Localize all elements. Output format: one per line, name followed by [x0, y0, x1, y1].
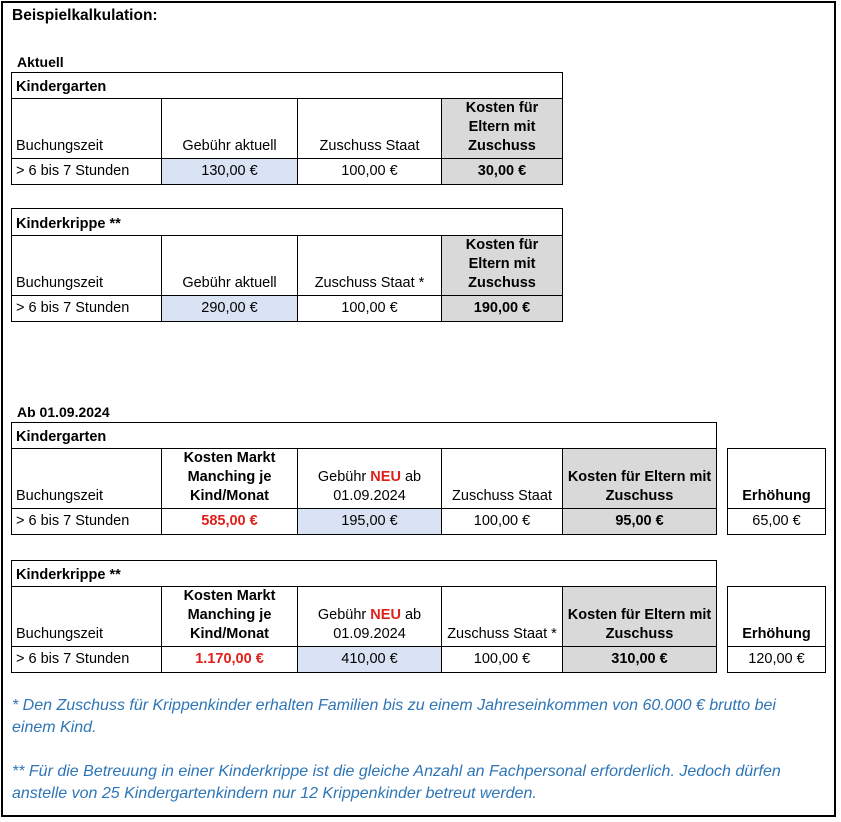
header-market-cost: Kosten Markt Manching je Kind/Monat [162, 449, 298, 509]
header-subsidy: Zuschuss Staat [442, 449, 563, 509]
header-fee-current: Gebühr aktuell [162, 236, 298, 296]
section-label-current: Aktuell [17, 54, 64, 70]
cell-booking-time: > 6 bis 7 Stunden [12, 296, 162, 322]
header-booking-time: Buchungszeit [12, 449, 162, 509]
header-parent-cost: Kosten für Eltern mit Zuschuss [563, 449, 717, 509]
table-title: Kindergarten [12, 73, 563, 99]
table-current-krippe [11, 208, 563, 322]
cell-increase: 65,00 € [728, 509, 826, 535]
table-new-kindergarten-increase [727, 448, 826, 535]
cell-subsidy: 100,00 € [442, 509, 563, 535]
cell-parent-cost: 310,00 € [563, 647, 717, 673]
header-parent-cost: Kosten für Eltern mit Zuschuss [563, 587, 717, 647]
cell-subsidy: 100,00 € [442, 647, 563, 673]
header-subsidy: Zuschuss Staat * [298, 236, 442, 296]
cell-parent-cost: 190,00 € [442, 296, 563, 322]
cell-fee-new: 195,00 € [298, 509, 442, 535]
table-new-krippe [11, 560, 717, 673]
cell-increase: 120,00 € [728, 647, 826, 673]
cell-fee-current: 290,00 € [162, 296, 298, 322]
table-title: Kindergarten [12, 423, 717, 449]
cell-market-cost: 585,00 € [162, 509, 298, 535]
table-new-kindergarten [11, 422, 717, 535]
header-subsidy: Zuschuss Staat * [442, 587, 563, 647]
table-new-krippe-increase [727, 586, 826, 673]
footnote-subsidy: * Den Zuschuss für Krippenkinder erhalten Familien bis zu einem Jahreseinkommen von 60.000 € brutto bei einem Kind. [12, 697, 776, 736]
cell-parent-cost: 30,00 € [442, 159, 563, 185]
cell-parent-cost: 95,00 € [563, 509, 717, 535]
header-booking-time: Buchungszeit [12, 236, 162, 296]
neu-highlight: NEU [370, 469, 401, 485]
header-fee-current: Gebühr aktuell [162, 99, 298, 159]
header-booking-time: Buchungszeit [12, 587, 162, 647]
page-title: Beispielkalkulation: [12, 7, 158, 24]
header-parent-cost: Kosten für Eltern mit Zuschuss [442, 236, 563, 296]
table-title: Kinderkrippe ** [12, 209, 563, 236]
header-fee-new: Gebühr NEU ab 01.09.2024 [298, 449, 442, 509]
header-booking-time: Buchungszeit [12, 99, 162, 159]
cell-subsidy: 100,00 € [298, 296, 442, 322]
header-parent-cost: Kosten für Eltern mit Zuschuss [442, 99, 563, 159]
cell-subsidy: 100,00 € [298, 159, 442, 185]
footnote-krippe: ** Für die Betreuung in einer Kinderkrippe ist die gleiche Anzahl an Fachpersonal erforderlich. Jedoch dürfen anstelle von 25 Kindergartenkindern nur 12 Krippenkinder betreut werden. [12, 763, 781, 802]
cell-market-cost: 1.170,00 € [162, 647, 298, 673]
cell-booking-time: > 6 bis 7 Stunden [12, 647, 162, 673]
header-market-cost: Kosten Markt Manching je Kind/Monat [162, 587, 298, 647]
cell-booking-time: > 6 bis 7 Stunden [12, 159, 162, 185]
header-subsidy: Zuschuss Staat [298, 99, 442, 159]
cell-fee-current: 130,00 € [162, 159, 298, 185]
table-title: Kinderkrippe ** [12, 561, 717, 587]
cell-fee-new: 410,00 € [298, 647, 442, 673]
table-current-kindergarten [11, 72, 563, 185]
header-increase: Erhöhung [728, 587, 826, 647]
neu-highlight: NEU [370, 607, 401, 623]
cell-booking-time: > 6 bis 7 Stunden [12, 509, 162, 535]
header-increase: Erhöhung [728, 449, 826, 509]
header-fee-new: Gebühr NEU ab 01.09.2024 [298, 587, 442, 647]
section-label-new: Ab 01.09.2024 [17, 404, 110, 420]
